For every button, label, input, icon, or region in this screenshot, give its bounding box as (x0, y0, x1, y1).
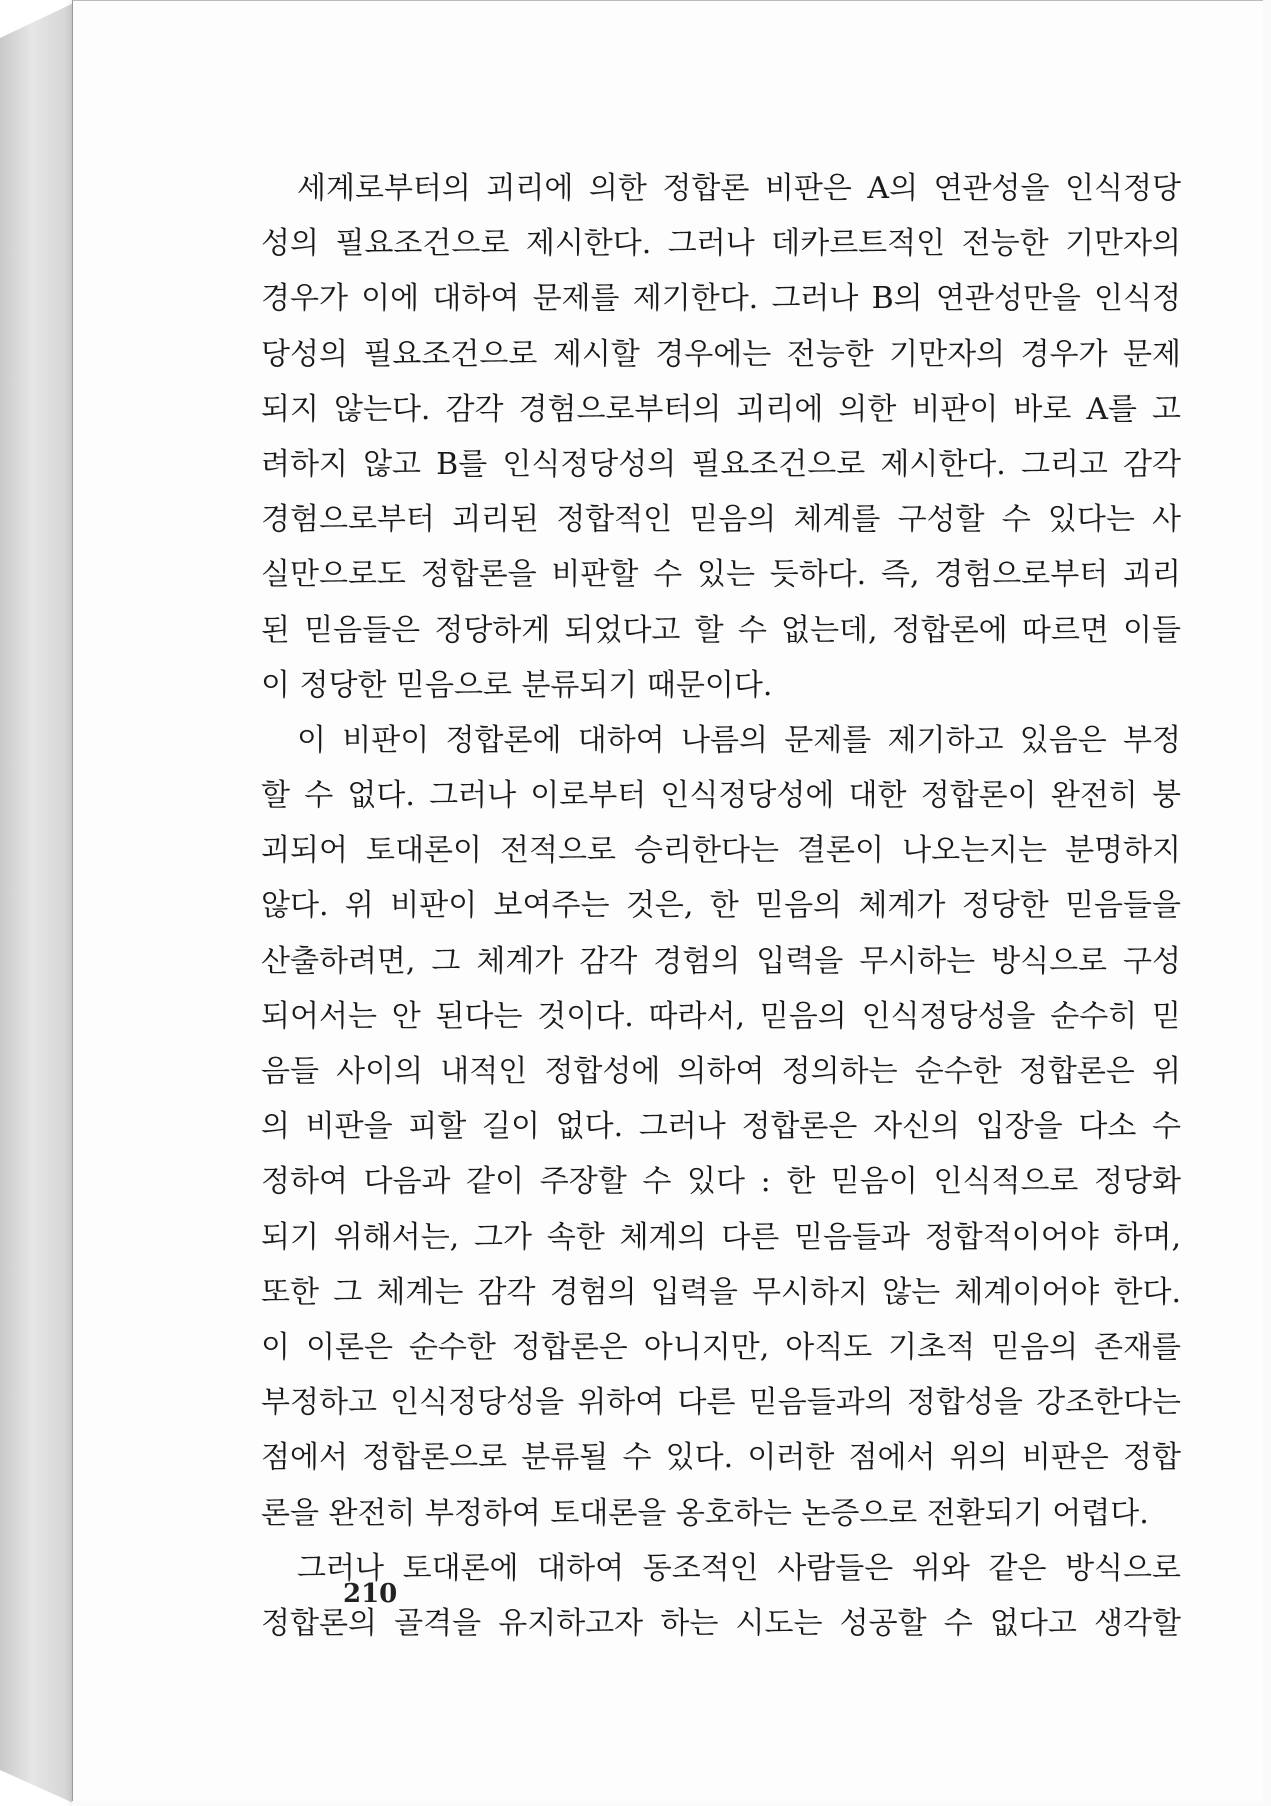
text-line: 이 이론은 순수한 정합론은 아니지만, 아직도 기초적 믿음의 존재를 (261, 1329, 1181, 1365)
text-line: 이 비판이 정합론에 대하여 나름의 문제를 제기하고 있음은 부정 (297, 722, 1181, 758)
text-line: 이 정당한 믿음으로 분류되기 때문이다. (261, 667, 773, 703)
text-line: 실만으로도 정합론을 비판할 수 있는 듯하다. 즉, 경험으로부터 괴리 (261, 557, 1181, 593)
text-line: 산출하려면, 그 체계가 감각 경험의 입력을 무시하는 방식으로 구성 (261, 943, 1181, 979)
text-line: 부정하고 인식정당성을 위하여 다른 믿음들과의 정합성을 강조한다는 (261, 1385, 1181, 1421)
text-line: 정합론의 골격을 유지하고자 하는 시도는 성공할 수 없다고 생각할 (261, 1605, 1181, 1641)
text-line: 점에서 정합론으로 분류될 수 있다. 이러한 점에서 위의 비판은 정합 (261, 1440, 1181, 1476)
text-line: 그러나 토대론에 대하여 동조적인 사람들은 위와 같은 방식으로 (297, 1550, 1181, 1586)
text-line: 경험으로부터 괴리된 정합적인 믿음의 체계를 구성할 수 있다는 사 (261, 502, 1181, 538)
book-page (72, 0, 1263, 1801)
text-line: 괴되어 토대론이 전적으로 승리한다는 결론이 나오는지는 분명하지 (261, 833, 1181, 869)
text-line: 되지 않는다. 감각 경험으로부터의 괴리에 의한 비판이 바로 A를 고 (261, 391, 1181, 427)
text-line: 또한 그 체계는 감각 경험의 입력을 무시하지 않는 체계이어야 한다. (261, 1274, 1181, 1310)
text-line: 성의 필요조건으로 제시한다. 그러나 데카르트적인 전능한 기만자의 (261, 226, 1181, 262)
body-text (261, 161, 1181, 1651)
text-line: 정하여 다음과 같이 주장할 수 있다 : 한 믿음이 인식적으로 정당화 (261, 1164, 1181, 1200)
page-number: 210 (343, 1579, 398, 1609)
text-line: 론을 완전히 부정하여 토대론을 옹호하는 논증으로 전환되기 어렵다. (261, 1495, 1149, 1531)
text-line: 려하지 않고 B를 인식정당성의 필요조건으로 제시한다. 그리고 감각 (261, 446, 1181, 482)
text-line: 되어서는 안 된다는 것이다. 따라서, 믿음의 인식정당성을 순수히 믿 (261, 998, 1181, 1034)
text-line: 음들 사이의 내적인 정합성에 의하여 정의하는 순수한 정합론은 위 (261, 1054, 1181, 1089)
text-line: 경우가 이에 대하여 문제를 제기한다. 그러나 B의 연관성만을 인식정 (261, 281, 1181, 317)
text-line: 당성의 필요조건으로 제시할 경우에는 전능한 기만자의 경우가 문제 (261, 336, 1181, 372)
text-line: 세계로부터의 괴리에 의한 정합론 비판은 A의 연관성을 인식정당 (297, 171, 1181, 206)
text-line: 않다. 위 비판이 보여주는 것은, 한 믿음의 체계가 정당한 믿음들을 (261, 888, 1181, 924)
text-line: 할 수 없다. 그러나 이로부터 인식정당성에 대한 정합론이 완전히 붕 (261, 778, 1181, 814)
text-line: 된 믿음들은 정당하게 되었다고 할 수 없는데, 정합론에 따르면 이들 (261, 612, 1181, 648)
text-line: 되기 위해서는, 그가 속한 체계의 다른 믿음들과 정합적이어야 하며, (261, 1219, 1181, 1255)
text-line: 의 비판을 피할 길이 없다. 그러나 정합론은 자신의 입장을 다소 수 (261, 1109, 1181, 1145)
book-spine (0, 0, 80, 1806)
